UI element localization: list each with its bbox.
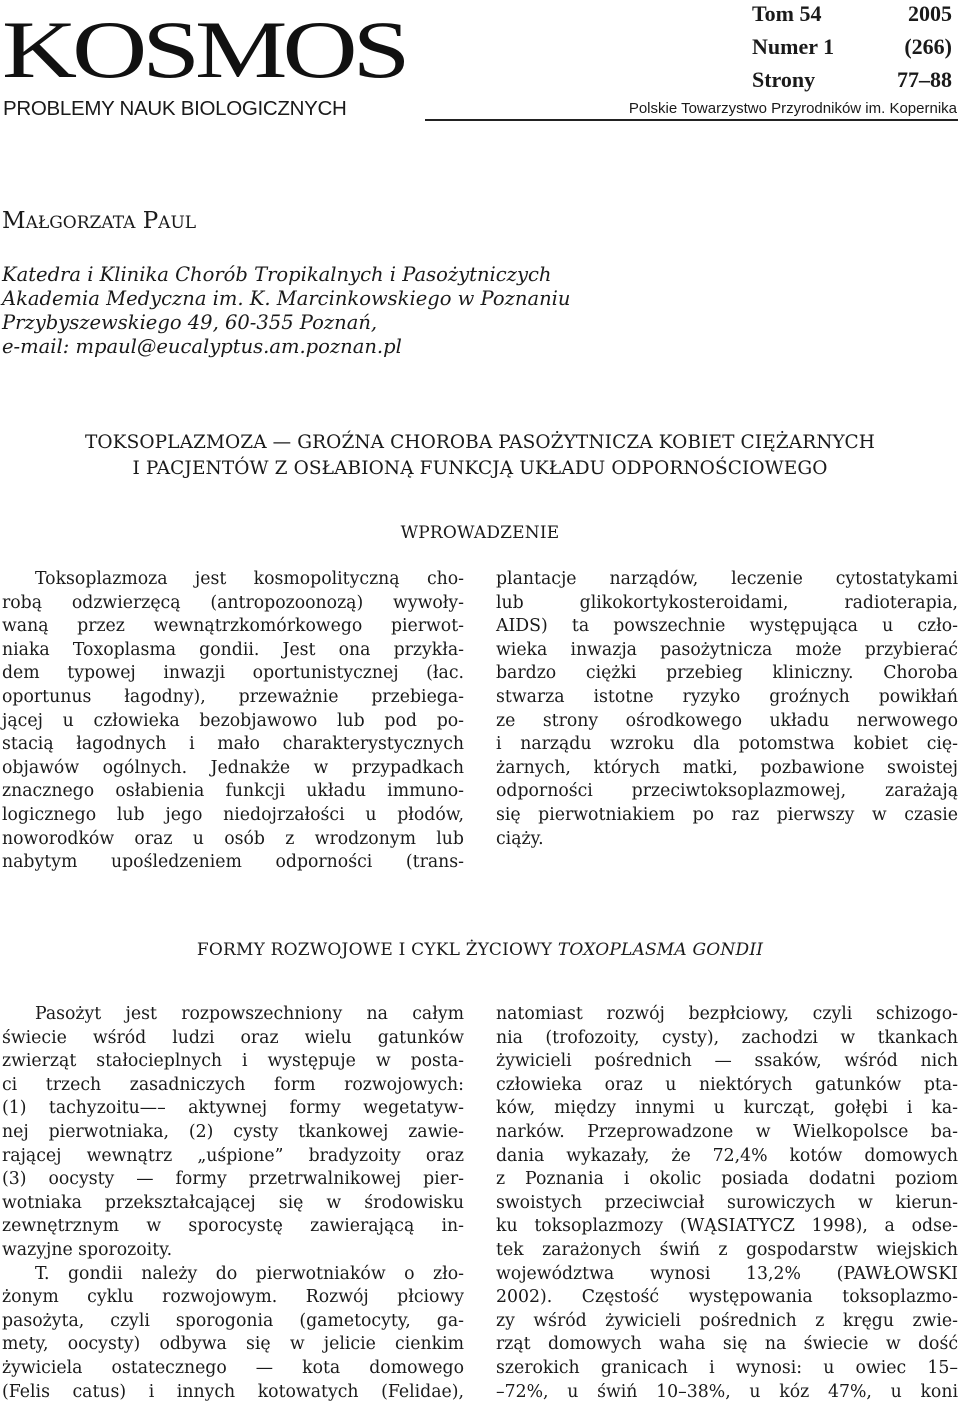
meta-label: Numer 1 (752, 34, 835, 59)
affiliation-line: Katedra i Klinika Chorób Tropikalnych i Pasożytniczych (2, 263, 552, 286)
text-line: noworodków oraz u osób z wrodzonym lub (2, 828, 464, 849)
text-line: (3) oocysty — formy przetrwalnikowej pier- (2, 1169, 464, 1190)
issue-meta (752, 0, 952, 99)
author-last-initial: P (142, 208, 159, 234)
text-line: Toksoplazmoza jest kosmopolityczną cho- (35, 569, 464, 589)
author-first-rest: AŁGORZATA (25, 213, 136, 233)
text-line: natomiast rozwój bezpłciowy, czyli schizogo- (496, 1004, 958, 1024)
text-line: nabytym upośledzeniem odporności (trans- (2, 852, 464, 873)
meta-label: Tom 54 (752, 1, 822, 26)
text-line: logicznego lub jego niedojrzałości u płodów, (2, 804, 464, 825)
text-line: oportunus łagodny), przeważnie przebiega- (2, 686, 464, 707)
meta-value: 77–88 (897, 67, 952, 92)
text-line: AIDS) ta powszechnie występująca u czło- (496, 616, 958, 637)
journal-subtitle: PROBLEMY NAUK BIOLOGICZNYCH (3, 97, 347, 120)
meta-value: 2005 (908, 1, 952, 26)
forms-right-column (496, 1003, 958, 1404)
affiliation-line: Przybyszewskiego 49, 60-355 Poznań, (2, 311, 378, 334)
text-line: narków. Przeprowadzone w Wielkopolsce ba- (496, 1121, 958, 1142)
meta-value: (266) (904, 34, 952, 59)
text-line: waną przez wewnątrzkomórkowego pierwot- (2, 616, 464, 637)
meta-volume (752, 0, 952, 33)
meta-pages (752, 66, 952, 99)
heading-italic: TOXOPLASMA GONDII (557, 940, 764, 960)
text-line: wotniaka przekształcającej się w środowisku (2, 1192, 464, 1213)
author-first-initial: M (2, 208, 26, 234)
intro-left-column (2, 568, 464, 875)
text-line: jącej u człowieka bezobjawowo lub pod po- (2, 710, 464, 731)
heading-text: FORMY ROZWOJOWE I CYKL ŻYCIOWY (196, 940, 558, 960)
text-line: województwa wynosi 13,2% (PAWŁOWSKI (496, 1263, 958, 1284)
text-line: znacznego osłabienia funkcji układu immuno- (2, 781, 464, 802)
text-line: żywicieli pośrednich — ssaków, wśród nich (496, 1051, 958, 1072)
section-heading-intro: WPROWADZENIE (400, 523, 560, 543)
text-line: szerokich granicach i wynosi: u owiec 15– (496, 1357, 958, 1378)
text-line: się pierwotniakiem po raz pierwszy w czasie (496, 804, 958, 825)
text-line: wazyjne sporozoity. (2, 1239, 173, 1260)
meta-number (752, 33, 952, 66)
text-line: nia (trofozoity, cysty), zachodzi w tkankach (496, 1027, 958, 1048)
header-rule (425, 119, 958, 121)
text-line: z Poznania i okolic posiada dodatni poziom (496, 1169, 958, 1190)
text-line: tek zarażonych świń z gospodarstw wiejskich (496, 1239, 958, 1260)
text-line: rającej wewnątrz „uśpione” bradyzoity oraz (2, 1145, 464, 1166)
text-line: wieka inwazja pasożytnicza może przybierać (496, 639, 958, 660)
journal-logo: KOSMOS (2, 5, 406, 96)
affiliation-email[interactable]: e-mail: mpaul@eucalyptus.am.poznan.pl (2, 335, 402, 358)
section-heading-forms (0, 940, 960, 960)
text-line: stacią łagodnych i mało charakterystycznych (2, 734, 464, 755)
text-line: objawów ogólnych. Jednakże w przypadkach (2, 757, 464, 778)
text-line: żonym cyklu rozwojowym. Rozwój płciowy (2, 1287, 464, 1308)
text-line: ze strony ośrodkowego układu nerwowego (496, 710, 958, 731)
text-line: dem typowej inwazji oportunistycznej (łac. (2, 663, 464, 684)
text-line: nej pierwotniaka, (2) cysty tkankowej zawie- (2, 1121, 464, 1142)
text-line: ciąży. (496, 828, 544, 849)
text-line: pasożyta, czyli sporogonia (gametocyty, ga- (2, 1310, 464, 1331)
text-line: T. gondii należy do pierwotniaków o zło- (35, 1263, 464, 1284)
text-line: mety, oocysty) odbywa się w jelicie cienkim (2, 1334, 464, 1355)
text-line: rząt domowych waha się na świecie w dość (496, 1334, 958, 1355)
text-line: bardzo ciężki przebieg kliniczny. Choroba (496, 663, 958, 684)
text-line: żarnych, których matki, pozbawione swoistej (496, 757, 958, 778)
intro-right-column (496, 568, 958, 851)
author-affiliation (2, 263, 570, 359)
forms-left-column (2, 1003, 464, 1404)
text-line: stwarza istotne ryzyko groźnych powikłań (496, 686, 958, 707)
text-line: ków, między innymi u kurcząt, gołębi i ka- (496, 1098, 958, 1119)
article-title (0, 430, 960, 482)
text-line: zewnętrznym w sporocystę zawierającą in- (2, 1216, 464, 1237)
affiliation-line: Akademia Medyczna im. K. Marcinkowskiego w Poznaniu (2, 287, 571, 310)
text-line: 2002). Częstość występowania toksoplazmo- (496, 1287, 958, 1308)
title-line: I PACJENTÓW Z OSŁABIONĄ FUNKCJĄ UKŁADU ODPORNOŚCIOWEGO (132, 458, 828, 479)
text-line: świecie wśród ludzi oraz wielu gatunków (2, 1027, 464, 1048)
author-last-rest: AUL (158, 213, 197, 233)
text-line: (1) tachyzoitu—– aktywnej formy wegetatyw- (2, 1098, 464, 1119)
text-line: –72%, u świń 10–38%, u kóz 47%, u koni (496, 1381, 958, 1402)
title-line: TOKSOPLAZMOZA — GROŹNA CHOROBA PASOŻYTNICZA KOBIET CIĘŻARNYCH (84, 432, 876, 453)
text-line: odporności przeciwtoksoplazmowej, zarażają (496, 781, 958, 802)
text-line: (Felis catus) i innych kotowatych (Felidae), (2, 1381, 464, 1402)
text-line: człowieka oraz u niektórych gatunków pta- (496, 1074, 958, 1095)
text-line: robą odzwierzęcą (antropozoonozą) wywoły- (2, 592, 464, 613)
text-line: lub glikokortykosteroidami, radioterapia, (496, 592, 958, 613)
text-line: Pasożyt jest rozpowszechniony na całym (35, 1004, 464, 1024)
text-line: zy wśród żywicieli pośrednich z kręgu zwie- (496, 1310, 958, 1331)
text-line: swoistych przeciwciał surowiczych w kierun- (496, 1192, 958, 1213)
text-line: zwierząt stałocieplnych i występuje w posta- (2, 1051, 464, 1072)
text-line: ci trzech zasadniczych form rozwojowych: (2, 1074, 464, 1095)
text-line: dania wykazały, że 72,4% kotów domowych (496, 1145, 958, 1166)
text-line: ku toksoplazmozy (WĄSIATYCZ 1998), a odse- (496, 1216, 958, 1237)
author-name (2, 208, 196, 234)
meta-label: Strony (752, 67, 816, 92)
text-line: żywiciela ostatecznego — kota domowego (2, 1357, 464, 1378)
text-line: plantacje narządów, leczenie cytostatykami (496, 569, 958, 589)
text-line: niaka Toxoplasma gondii. Jest ona przykła- (2, 639, 464, 660)
society-name: Polskie Towarzystwo Przyrodników im. Kopernika (628, 100, 957, 117)
text-line: i narządu wzroku dla potomstwa kobiet cię- (496, 734, 958, 755)
